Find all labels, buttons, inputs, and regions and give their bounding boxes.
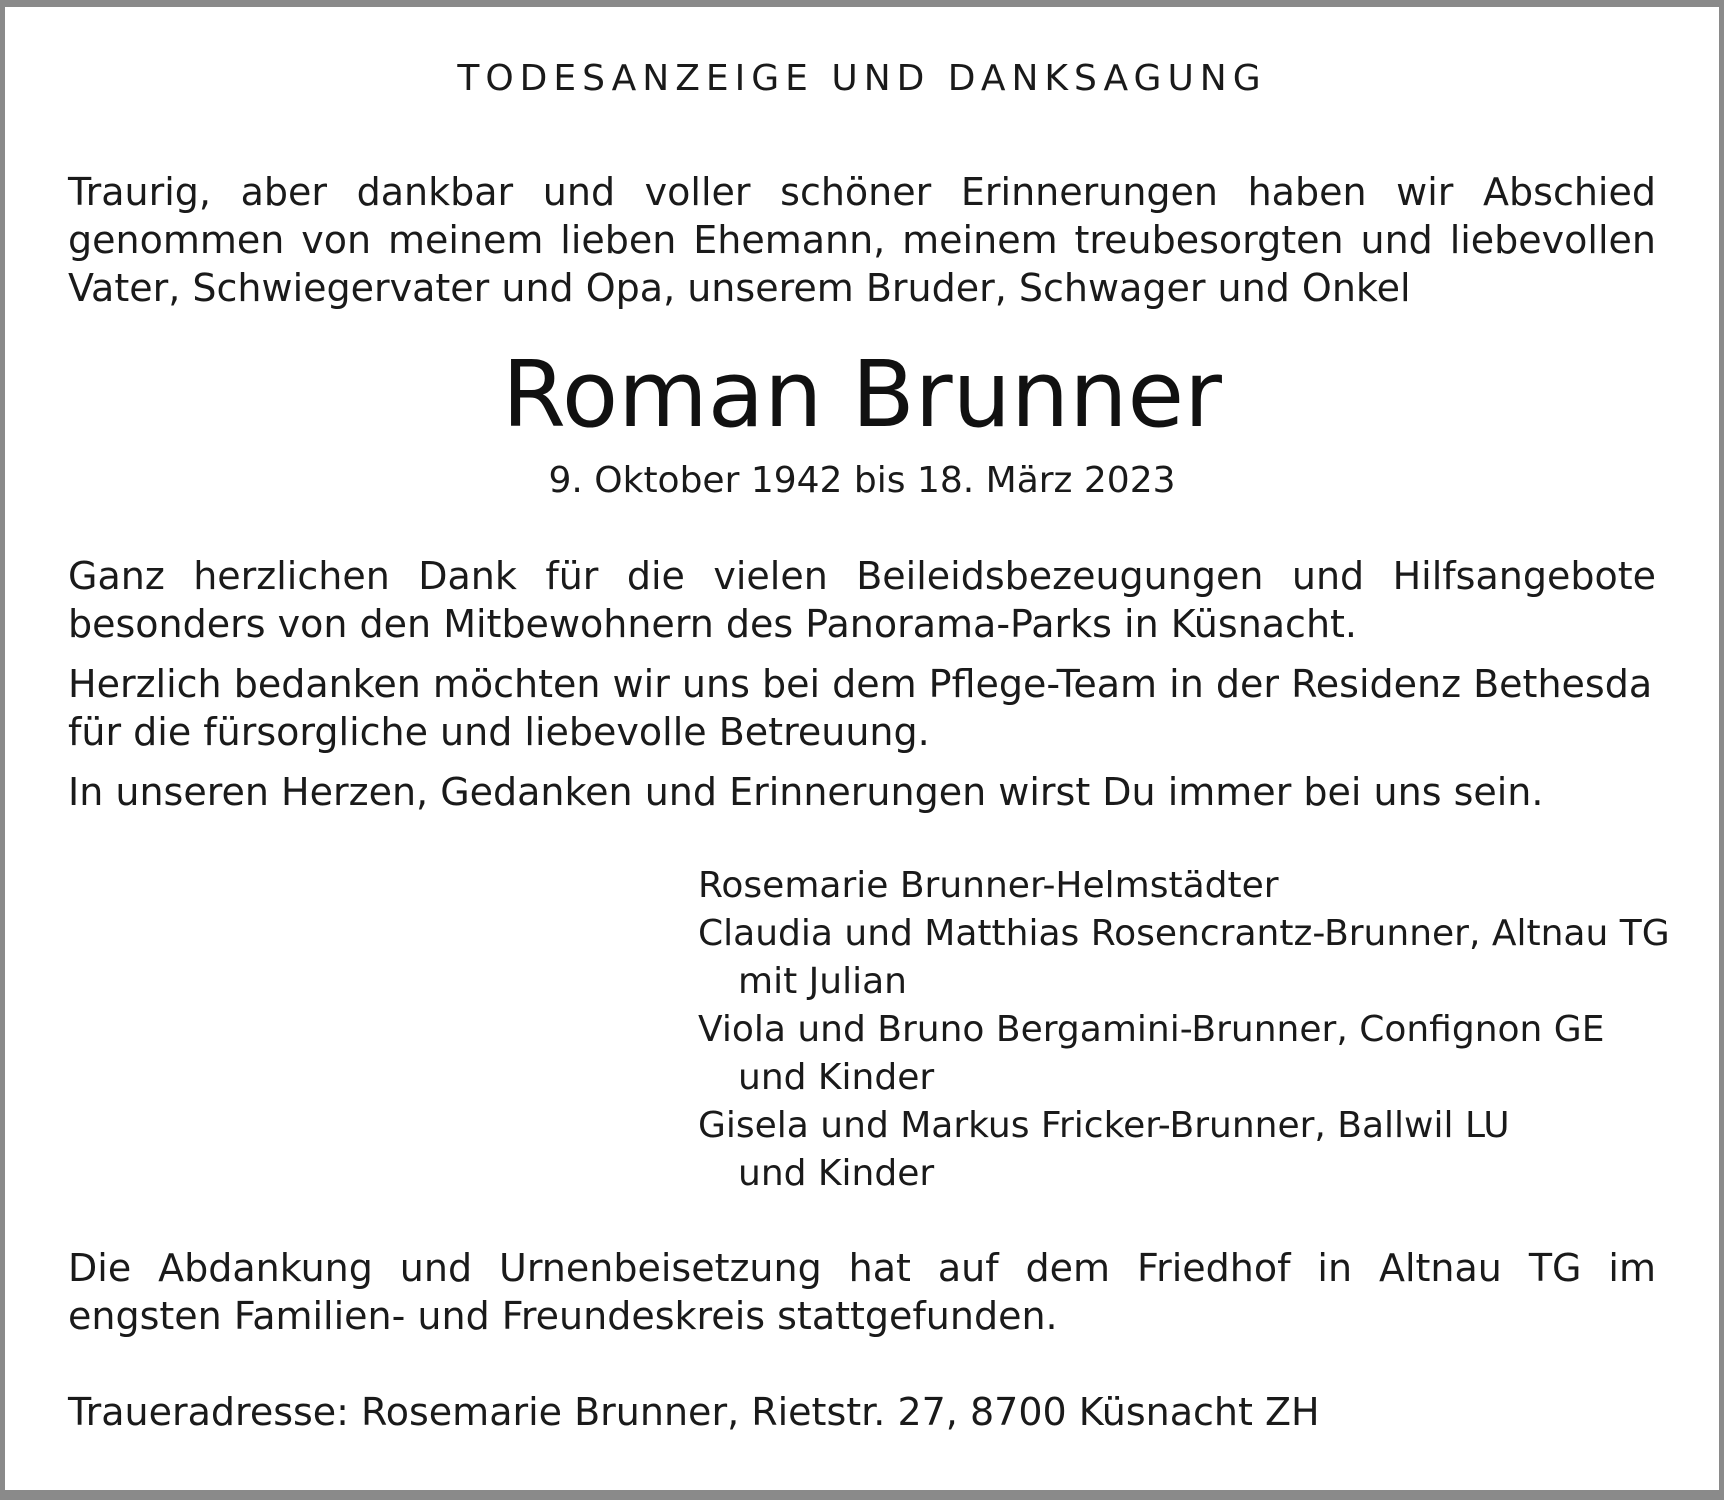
life-dates: 9. Oktober 1942 bis 18. März 2023 bbox=[548, 460, 1176, 501]
mourning-address: Traueradresse: Rosemarie Brunner, Rietstr. 27, 8700 Küsnacht ZH bbox=[68, 1390, 1320, 1434]
mourner-name: Rosemarie Brunner-Helmstädter bbox=[698, 865, 1279, 906]
mourner-subline: mit Julian bbox=[738, 961, 907, 1002]
mourner-entry bbox=[698, 1006, 1698, 1102]
notice-heading: TODESANZEIGE UND DANKSAGUNG bbox=[457, 58, 1267, 99]
mourner-name: Viola und Bruno Bergamini-Brunner, Confignon GE bbox=[698, 1009, 1605, 1050]
mourner-subline: und Kinder bbox=[738, 1153, 935, 1194]
thanks-paragraph-2: Herzlich bedanken möchten wir uns bei dem Pflege-Team in der Residenz Bethesda für die fürsorgliche und liebevolle Betreuung. bbox=[68, 662, 1653, 754]
deceased-name: Roman Brunner bbox=[502, 341, 1222, 448]
mourners-list bbox=[698, 862, 1698, 1198]
mourner-name: Claudia und Matthias Rosencrantz-Brunner, Altnau TG bbox=[698, 913, 1670, 954]
funeral-info: Die Abdankung und Urnenbeisetzung hat auf dem Friedhof in Altnau TG im engsten Familien- und Freundeskreis stattgefunden. bbox=[68, 1246, 1656, 1338]
intro-paragraph: Traurig, aber dankbar und voller schöner Erinnerungen haben wir Abschied genommen von meinem lieben Ehemann, meinem treubesorgten und liebevollen Vater, Schwiegervater und Opa, unserem Bruder, Schwager und Onkel bbox=[68, 170, 1656, 310]
thanks-paragraph-1: Ganz herzlichen Dank für die vielen Beileidsbezeugungen und Hilfsangebote besonders von den Mitbewohnern des Panorama-Parks in Küsnacht. bbox=[68, 554, 1656, 646]
mourner-entry bbox=[698, 910, 1698, 1006]
thanks-paragraph-3: In unseren Herzen, Gedanken und Erinnerungen wirst Du immer bei uns sein. bbox=[68, 770, 1544, 814]
mourner-entry bbox=[698, 862, 1698, 910]
mourner-name: Gisela und Markus Fricker-Brunner, Ballwil LU bbox=[698, 1105, 1510, 1146]
mourner-entry bbox=[698, 1102, 1698, 1198]
mourner-subline: und Kinder bbox=[738, 1057, 935, 1098]
